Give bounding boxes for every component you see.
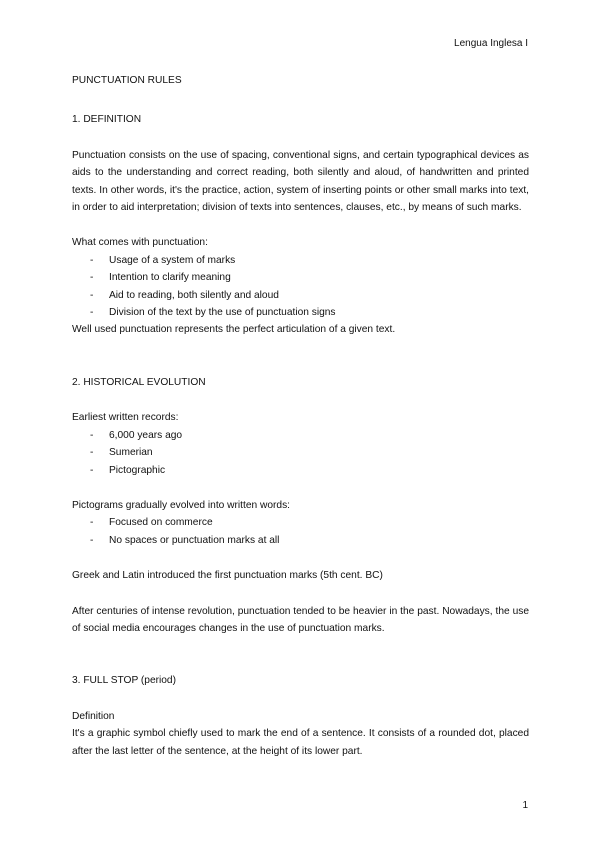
list-item-text: 6,000 years ago — [109, 429, 183, 441]
page-number: 1 — [522, 800, 528, 811]
pictograms-list — [72, 514, 529, 549]
subheading-definition: Definition — [72, 710, 115, 722]
list-item — [72, 304, 529, 321]
list-item-text: Aid to reading, both silently and aloud — [109, 289, 279, 301]
list-item — [72, 287, 529, 304]
list-item — [72, 462, 529, 479]
list-item-text: Usage of a system of marks — [109, 254, 236, 266]
document-title: PUNCTUATION RULES — [72, 75, 182, 86]
list-item-text: No spaces or punctuation marks at all — [109, 534, 280, 546]
page-content — [72, 72, 529, 760]
list-intro-punctuation: What comes with punctuation: — [72, 237, 208, 249]
list-item — [72, 269, 529, 286]
list-item — [72, 252, 529, 269]
list-bullet: - — [90, 254, 94, 266]
list-bullet: - — [90, 447, 94, 459]
list-bullet: - — [90, 534, 94, 546]
list-item — [72, 514, 529, 531]
section-heading-full-stop: 3. FULL STOP (period) — [72, 675, 176, 687]
definition-paragraph: Punctuation consists on the use of spacing, conventional signs, and certain typographical devices as aids to the understanding and correct reading, both silently and aloud, of handwritten and printed texts. In other words, it's the practice, action, system of inserting points or other small marks into text, in order to aid interpretation; division of texts into sentences, clauses, etc., by means of such marks. — [72, 149, 529, 214]
greek-latin-sentence: Greek and Latin introduced the first punctuation marks (5th cent. BC) — [72, 570, 383, 582]
list-item — [72, 444, 529, 461]
earliest-records-list — [72, 427, 529, 479]
list-bullet: - — [90, 464, 94, 476]
closing-sentence: Well used punctuation represents the perfect articulation of a given text. — [72, 324, 396, 336]
list-bullet: - — [90, 429, 94, 441]
punctuation-features-list — [72, 252, 529, 322]
running-header: Lengua Inglesa I — [454, 38, 528, 49]
list-bullet: - — [90, 517, 94, 529]
list-item — [72, 427, 529, 444]
list-item-text: Pictographic — [109, 464, 166, 476]
list-bullet: - — [90, 289, 94, 301]
section-heading-definition: 1. DEFINITION — [72, 114, 142, 126]
list-intro-earliest-records: Earliest written records: — [72, 412, 179, 424]
list-item-text: Sumerian — [109, 447, 153, 459]
list-item-text: Intention to clarify meaning — [109, 272, 231, 284]
section-heading-historical-evolution: 2. HISTORICAL EVOLUTION — [72, 376, 206, 388]
list-item — [72, 532, 529, 549]
full-stop-paragraph: It's a graphic symbol chiefly used to mark the end of a sentence. It consists of a rounded dot, placed after the last letter of the sentence, at the height of its lower part. — [72, 728, 529, 757]
list-item-text: Division of the text by the use of punctuation signs — [109, 307, 336, 319]
list-bullet: - — [90, 272, 94, 284]
evolution-paragraph: After centuries of intense revolution, punctuation tended to be heavier in the past. Nowadays, the use of social media encourages changes in the use of punctuation marks. — [72, 605, 529, 634]
list-bullet: - — [90, 307, 94, 319]
list-intro-pictograms: Pictograms gradually evolved into written words: — [72, 499, 290, 511]
list-item-text: Focused on commerce — [109, 517, 213, 529]
